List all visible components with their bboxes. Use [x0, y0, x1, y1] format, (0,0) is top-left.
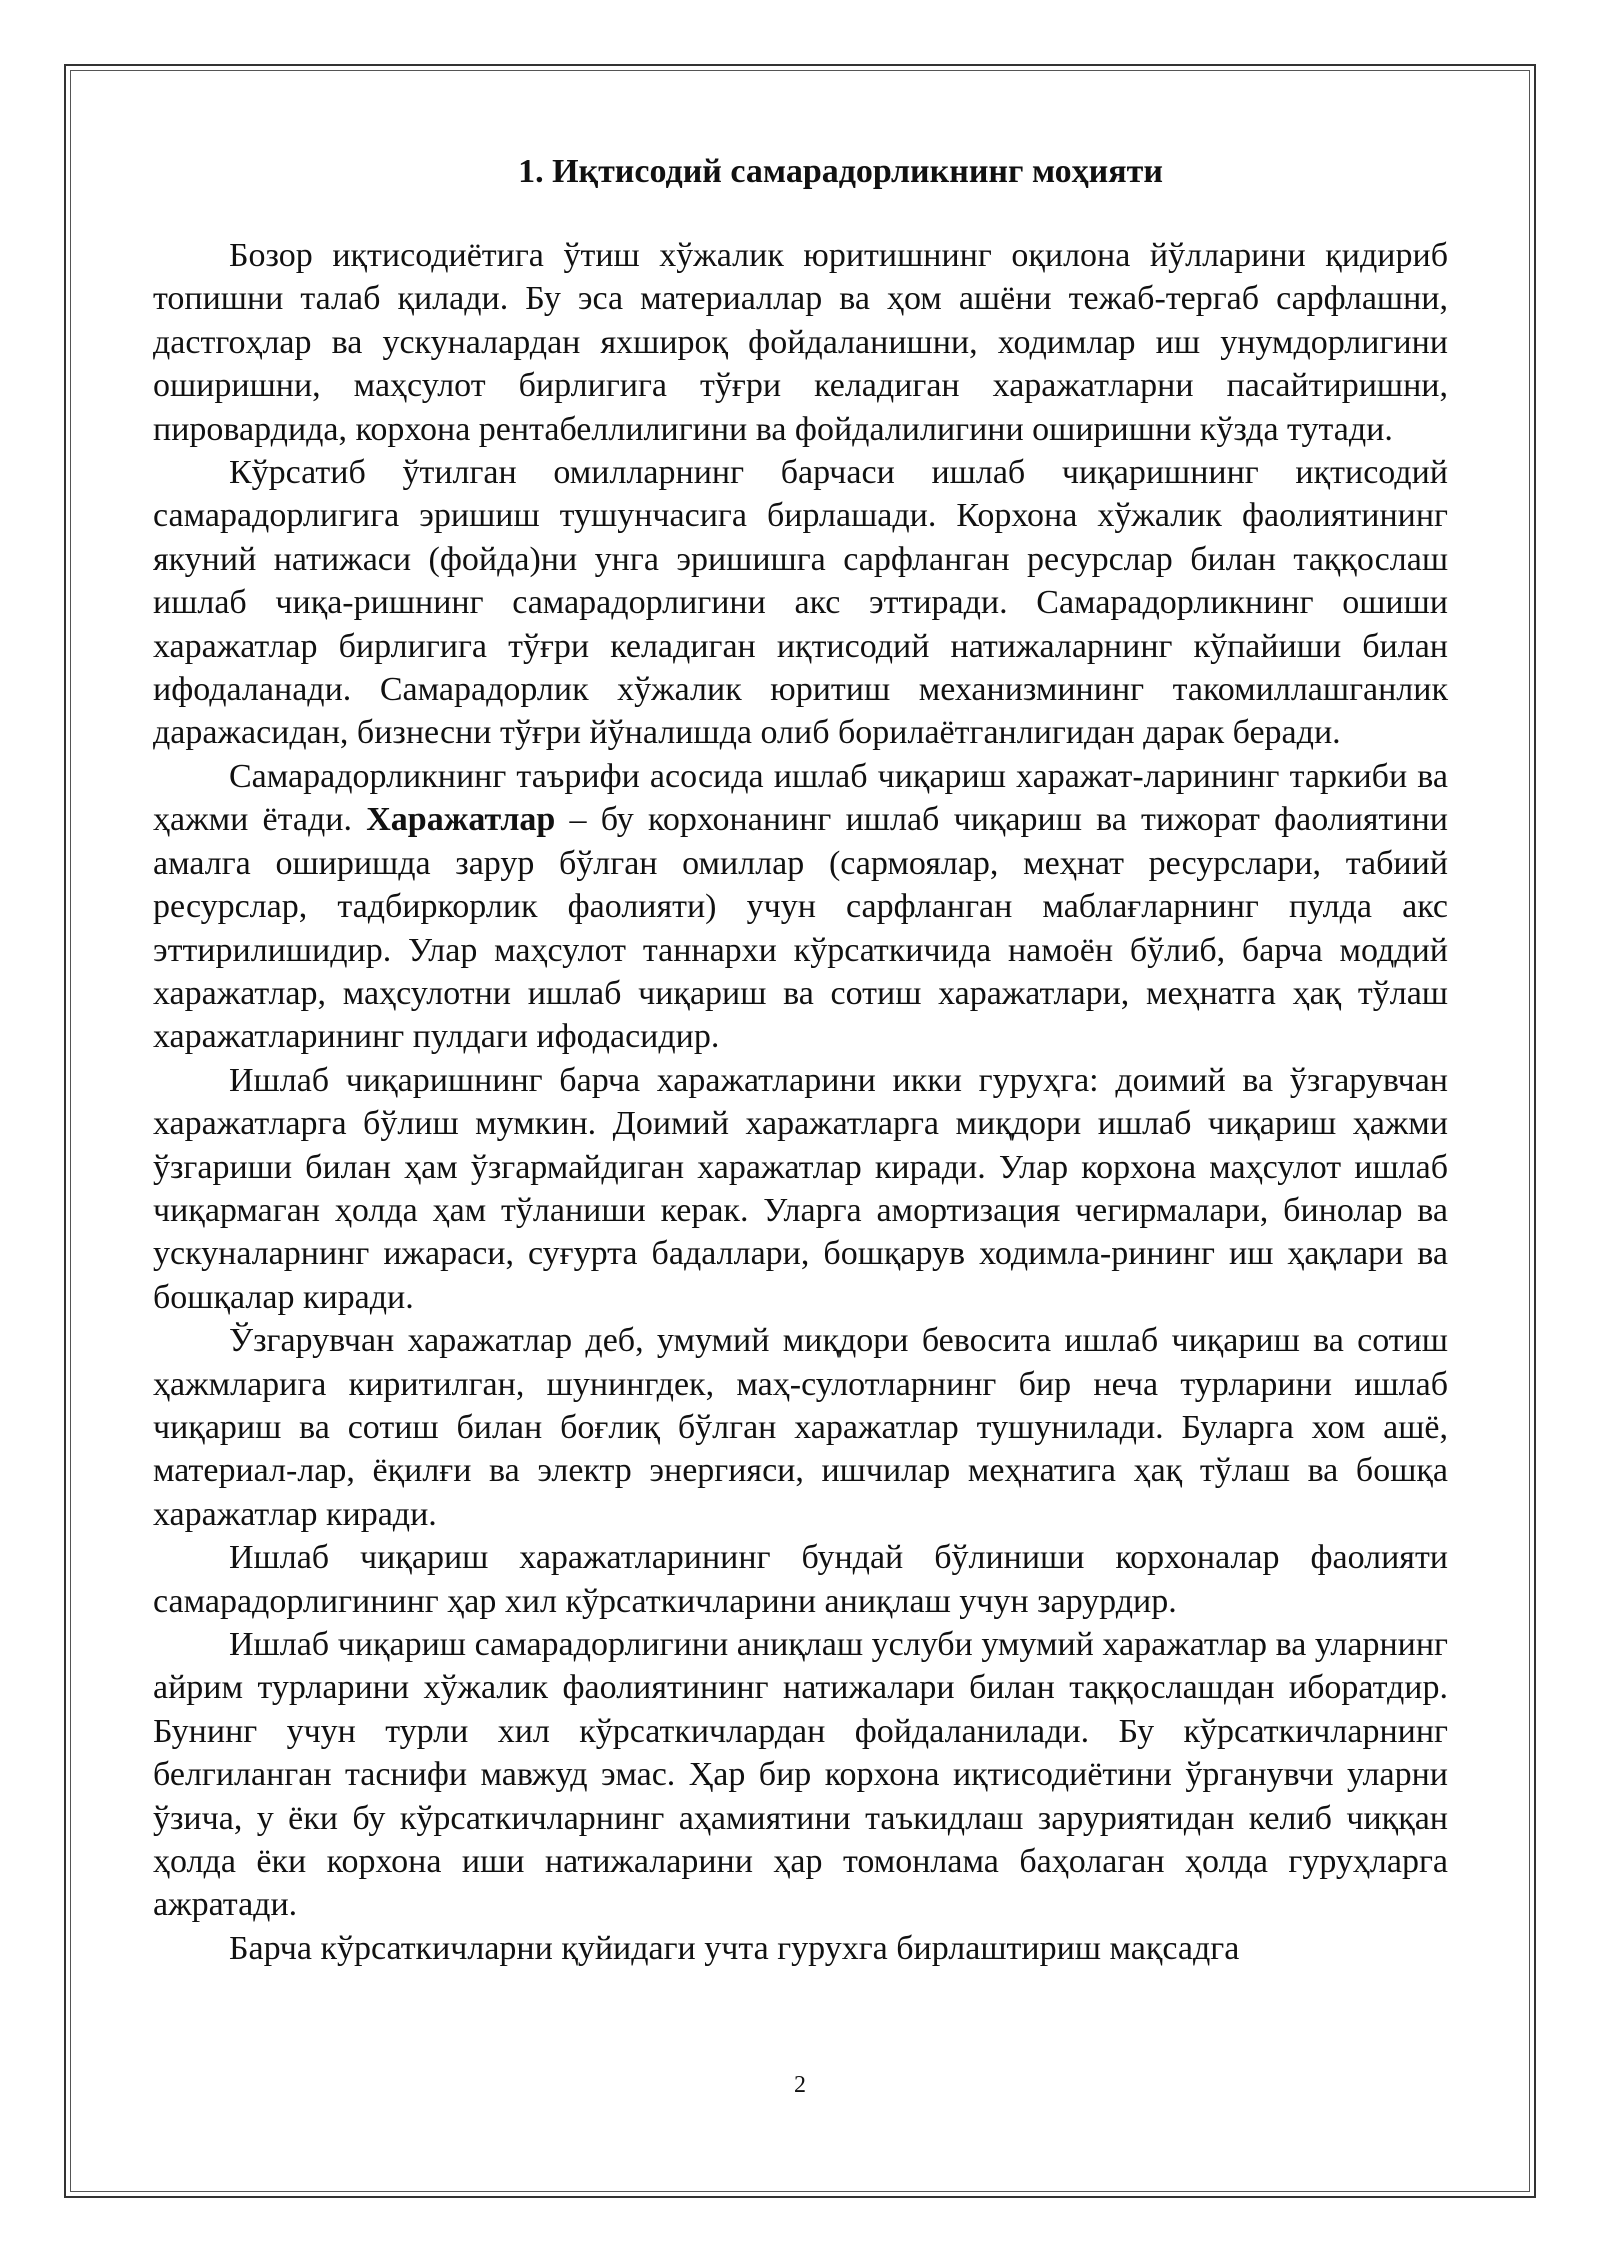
paragraph-8: Барча кўрсаткичларни қуйидаги учта гурухга бирлаштириш мақсадга — [229, 1929, 1240, 1967]
section-title: 1. Иқтисодий самарадорликнинг моҳияти — [518, 153, 1163, 190]
page-number: 2 — [794, 2072, 806, 2098]
paragraph-7: Ишлаб чиқариш самарадорлигини аниқлаш услуби умумий харажатлар ва уларнинг айрим турларини хўжалик фаолиятининг натижалари билан таққослашдан иборатдир. Бунинг учун турли хил кўрсаткичлардан фойдаланилади. Бу кўрсаткичларнинг белгиланган таснифи мавжуд эмас. Ҳар бир корхона иқтисодиётини ўрганувчи уларни ўзича, у ёки бу кўрсаткичларнинг аҳамиятини таъкидлаш заруриятидан келиб чиққан ҳолда ёки корхона иши натижаларини ҳар томонлама баҳолаган ҳолда гуруҳларга ажратади. — [153, 1626, 1448, 1924]
paragraph-3-lead: Самарадорликнинг таърифи асосида ишлаб чиқариш харажат-ларининг таркиби ва ҳажми ётади. — [153, 757, 1448, 839]
paragraph-5: Ўзгарувчан харажатлар деб, умумий миқдори бевосита ишлаб чиқариш ва сотиш ҳажмларига киритилган, шунингдек, маҳ-сулотларнинг бир неча турларини ишлаб чиқариш ва сотиш билан боғлиқ бўлган харажатлар тушунилади. Буларга хом ашё, материал-лар, ёқилғи ва электр энергияси, ишчилар меҳнатига ҳақ тўлаш ва бошқа харажатлар киради. — [153, 1322, 1448, 1533]
paragraph-3-definition: – бу корхонанинг ишлаб чиқариш ва тижорат фаолиятини амалга оширишда зарур бўлган омиллар (сармоялар, меҳнат ресурслари, табиий ресурслар, тадбиркорлик фаолияти) учун сарфланган маблағларнинг пулда акс эттирилишидир. Улар маҳсулот таннархи кўрсаткичида намоён бўлиб, барча моддий харажатлар, маҳсулотни ишлаб чиқариш ва сотиш харажатлари, меҳнатга ҳақ тўлаш харажатларининг пулдаги ифодасидир. — [153, 801, 1448, 1056]
paragraph-2: Кўрсатиб ўтилган омилларнинг барчаси ишлаб чиқаришнинг иқтисодий самарадорлигига эришиш тушунчасига бирлашади. Корхона хўжалик фаолиятининг якуний натижаси (фойда)ни унга эришишга сарфланган ресурслар билан таққослаш ишлаб чиқа-ришнинг самарадорлигини акс эттиради. Самарадорликнинг ошиши харажатлар бирлигига тўғри келадиган иқтисодий натижаларнинг кўпайиши билан ифодаланади. Самарадорлик хўжалик юритиш механизмининг такомиллашганлик даражасидан, бизнесни тўғри йўналишда олиб борилаётганлигидан дарак беради. — [153, 454, 1448, 752]
document-body — [153, 150, 1448, 1970]
term-costs: Харажатлар — [366, 801, 556, 839]
paragraph-4: Ишлаб чиқаришнинг барча харажатларини икки гуруҳга: доимий ва ўзгарувчан харажатларга бўлиш мумкин. Доимий харажатларга миқдори ишлаб чиқариш ҳажми ўзгариши билан ҳам ўзгармайдиган харажатлар киради. Улар корхона маҳсулот ишлаб чиқармаган ҳолда ҳам тўланиши керак. Уларга амортизация чегирмалари, бинолар ва ускуналарнинг ижараси, суғурта бадаллари, бошқарув ходимла-рининг иш ҳақлари ва бошқалар киради. — [153, 1061, 1448, 1316]
paragraph-1: Бозор иқтисодиётига ўтиш хўжалик юритишнинг оқилона йўлларини қидириб топишни талаб қилади. Бу эса материаллар ва ҳом ашёни тежаб-тергаб сарфлашни, дастгоҳлар ва ускуналардан яхшироқ фойдаланишни, ходимлар иш унумдорлигини оширишни, маҳсулот бирлигига тўғри келадиган харажатларни пасайтиришни, пировардида, корхона рентабеллилигини ва фойдалилигини оширишни кўзда тутади. — [153, 237, 1448, 448]
paragraph-6: Ишлаб чиқариш харажатларининг бундай бўлиниши корхоналар фаолияти самарадорлигининг ҳар хил кўрсаткичларини аниқлаш учун зарурдир. — [153, 1539, 1448, 1620]
paragraph-3 — [153, 755, 1448, 1059]
